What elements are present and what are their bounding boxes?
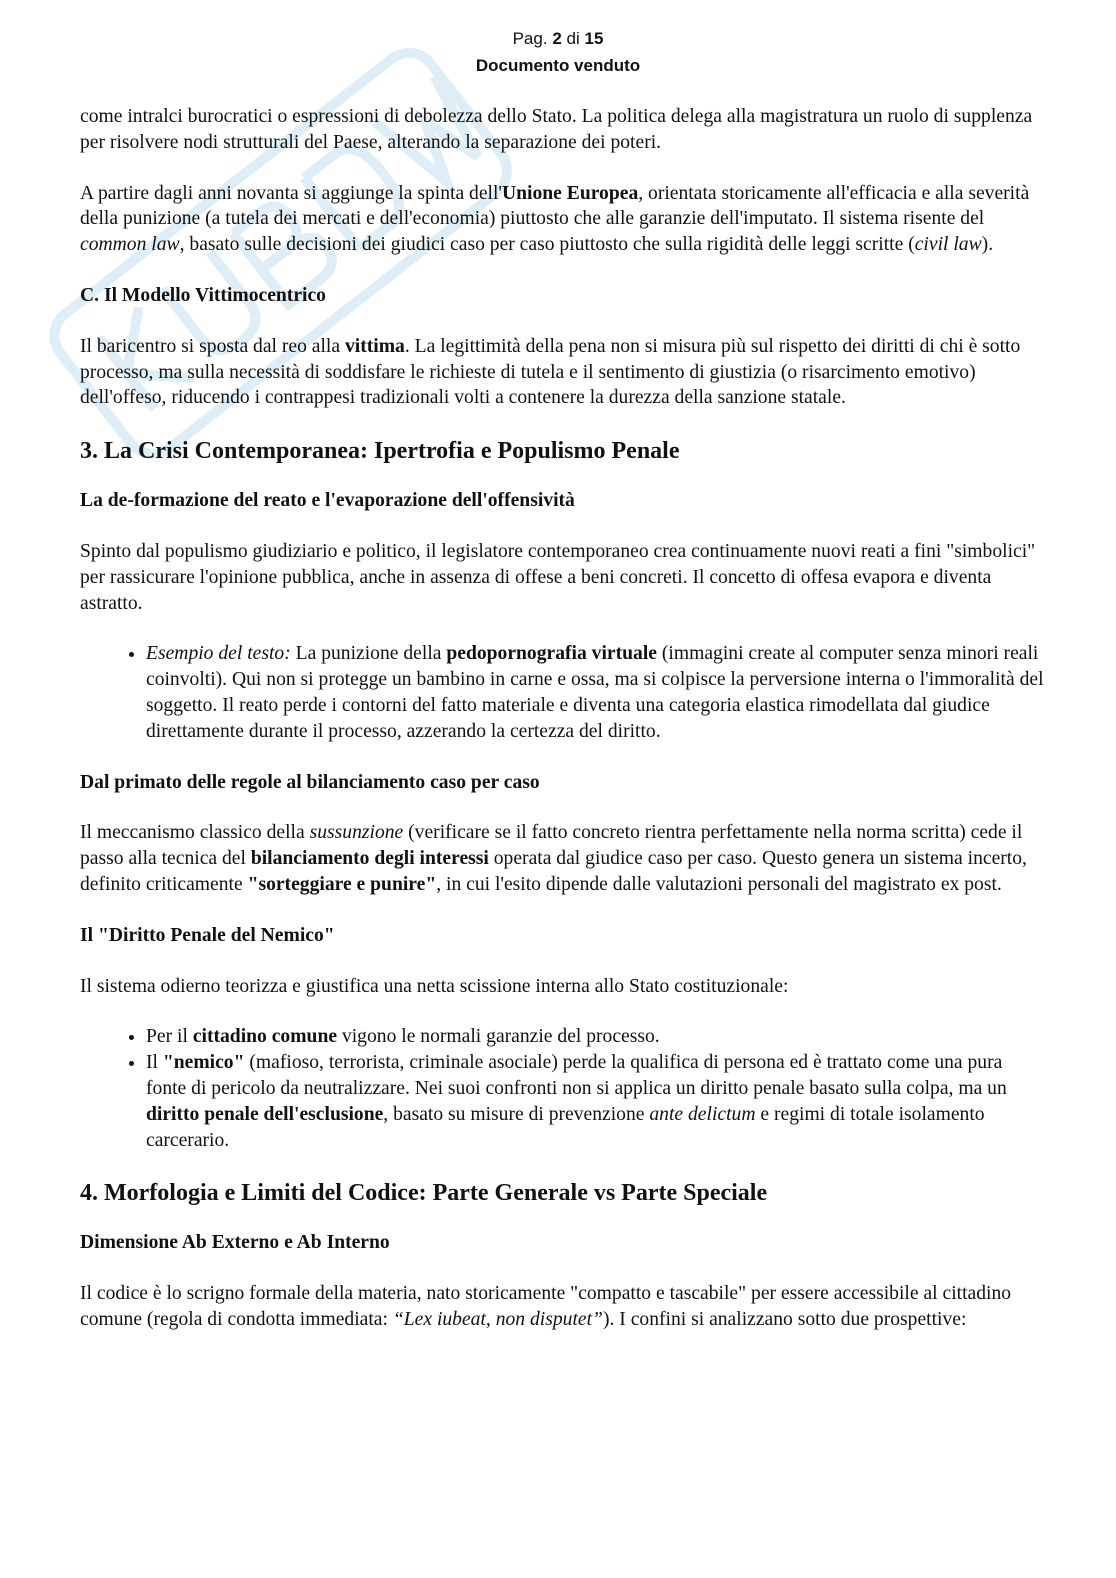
section-heading-4: 4. Morfologia e Limiti del Codice: Parte Generale vs Parte Speciale <box>80 1180 768 1207</box>
paragraph-7: Il codice è lo scrigno formale della materia, nato storicamente "compatto e tascabile" per essere accessibile al cittadino comune (regola di condotta immediata: “Lex iubeat, non disputet”). I confini si analizzano sotto due prospettive: <box>80 1283 1012 1330</box>
subheading-primato-regole: Dal primato delle regole al bilanciamento caso per caso <box>80 771 540 793</box>
nemico-list <box>80 1024 1046 1153</box>
italic-term: sussunzione <box>309 822 404 844</box>
page-current: 2 <box>552 29 562 48</box>
paragraph-1: come intralci burocratici o espressioni di debolezza dello Stato. La politica delega alla magistratura un ruolo di supplenza per risolvere nodi strutturali del Paese, alterando la separazione dei poteri. <box>80 106 1033 153</box>
bold-term: pedopornografia virtuale <box>446 643 657 665</box>
page-prefix: Pag. <box>512 29 548 48</box>
document-status: Documento venduto <box>475 56 641 75</box>
subheading-modello-vittimocentrico: C. Il Modello Vittimocentrico <box>80 284 326 306</box>
list-item: • Il "nemico" (mafioso, terrorista, criminale asociale) perde la qualifica di persona ed è trattato come una pura fonte di pericolo da neutralizzare. Nei suoi confronti non si applica un diritto penale basato sulla colpa, ma un diritto penale dell'esclusione, basato su misure di prevenzione ante delictum e regimi di totale isolamento carcerario. <box>146 1050 1046 1153</box>
italic-term: common law <box>80 234 180 256</box>
paragraph-5: Il meccanismo classico della sussunzione (verificare se il fatto concreto rientra perfettamente nella norma scritta) cede il passo alla tecnica del bilanciamento degli interessi operata dal giudice caso per caso. Questo genera un sistema incerto, definito criticamente "sorteggiare e punire", in cui l'esito dipende dalle valutazioni personali del magistrato ex post. <box>80 822 1027 895</box>
paragraph-6: Il sistema odierno teorizza e giustifica una netta scissione interna allo Stato costituzionale: <box>80 975 789 997</box>
paragraph-4: Spinto dal populismo giudiziario e politico, il legislatore contemporaneo crea continuamente nuovi reati a fini "simbolici" per rassicurare l'opinione pubblica, anche in assenza di offese a beni concreti. Il concetto di offesa evapora e diventa astratto. <box>80 540 1036 614</box>
italic-term: civil law <box>914 234 982 256</box>
document-body <box>80 104 1046 1358</box>
page-number <box>0 29 1116 49</box>
list-item: • Per il cittadino comune vigono le normali garanzie del processo. <box>146 1024 1046 1050</box>
paragraph-3: Il baricentro si sposta dal reo alla vittima. La legittimità della pena non si misura più sul rispetto dei diritti di chi è sotto processo, ma sulla necessità di soddisfare le richieste di tutela e il sentimento di giustizia (o risarcimento emotivo) dell'offeso, riducendo i contrappesi tradizionali volti a contenere la durezza della sanzione statale. <box>80 335 1021 409</box>
bold-term: cittadino comune <box>192 1026 338 1048</box>
bold-term: diritto penale dell'esclusione <box>146 1103 384 1125</box>
list-item: • Esempio del testo: La punizione della pedopornografia virtuale (immagini create al computer senza minori reali coinvolti). Qui non si protegge un bambino in carne e ossa, ma si colpisce la perversione interna o l'immoralità del soggetto. Il reato perde i contorni del fatto materiale e diventa una categoria elastica rimodellata dal giudice direttamente durante il processo, azzerando la certezza del diritto. <box>146 641 1046 744</box>
bold-term: bilanciamento degli interessi <box>250 848 489 870</box>
italic-term: ante delictum <box>649 1103 756 1125</box>
bold-term: "nemico" <box>162 1052 245 1074</box>
example-list <box>80 641 1046 744</box>
subheading-deformazione: La de-formazione del reato e l'evaporazione dell'offensività <box>80 490 575 512</box>
italic-quote: “Lex iubeat, non disputet” <box>392 1308 603 1330</box>
bold-term: "sorteggiare e punire" <box>247 873 437 895</box>
bold-term: vittima <box>344 335 405 357</box>
bold-term: Unione Europea <box>501 182 639 204</box>
page-of: di <box>566 29 580 48</box>
subheading-dimensione: Dimensione Ab Externo e Ab Interno <box>80 1232 390 1254</box>
section-heading-3: 3. La Crisi Contemporanea: Ipertrofia e Populismo Penale <box>80 438 680 465</box>
subheading-diritto-nemico: Il "Diritto Penale del Nemico" <box>80 924 335 946</box>
page-total: 15 <box>584 29 604 48</box>
paragraph-2: A partire dagli anni novanta si aggiunge la spinta dell'Unione Europea, orientata storicamente all'efficacia e alla severità della punizione (a tutela dei mercati e dell'economia) piuttosto che alle garanzie dell'imputato. Il sistema risente del common law, basato sulle decisioni dei giudici caso per caso piuttosto che sulla rigidità delle leggi scritte (civil law). <box>80 182 1030 256</box>
